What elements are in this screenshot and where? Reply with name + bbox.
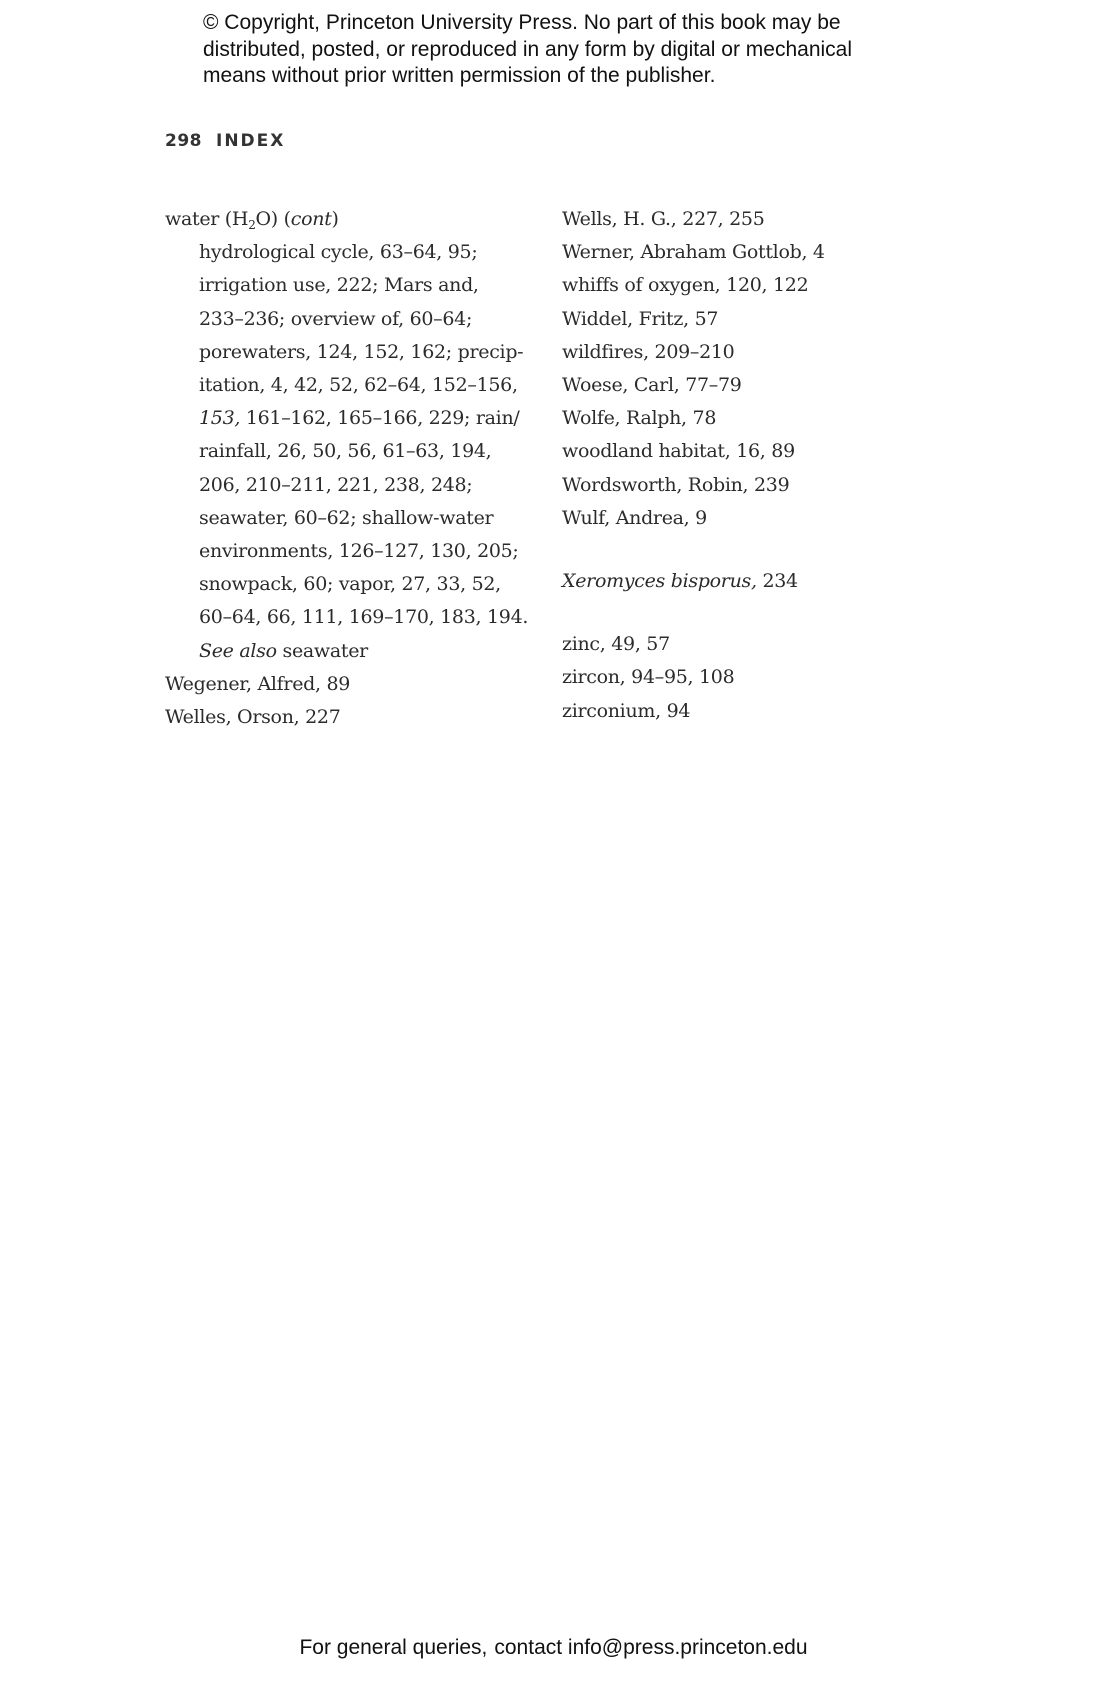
index-entry: Widdel, Fritz, 57 bbox=[562, 307, 719, 330]
subentry-line: 60–64, 66, 111, 169–170, 183, 194. bbox=[199, 606, 529, 629]
copyright-line: © Copyright, Princeton University Press. No part of this book may be bbox=[203, 11, 841, 34]
index-entry: Welles, Orson, 227 bbox=[165, 706, 341, 729]
index-entry: whiffs of oxygen, 120, 122 bbox=[562, 274, 809, 297]
index-entry: Wegener, Alfred, 89 bbox=[165, 672, 351, 695]
index-entry: zirconium, 94 bbox=[562, 699, 691, 722]
subentry-line: irrigation use, 222; Mars and, bbox=[199, 274, 479, 297]
section-title: INDEX bbox=[216, 131, 286, 151]
subentry-line: rainfall, 26, 50, 56, 61–63, 194, bbox=[199, 440, 492, 463]
subentry-line: hydrological cycle, 63–64, 95; bbox=[199, 241, 478, 264]
subentry-line: environments, 126–127, 130, 205; bbox=[199, 540, 519, 563]
index-entry: Wulf, Andrea, 9 bbox=[562, 506, 707, 529]
subentry-line: 233–236; overview of, 60–64; bbox=[199, 307, 473, 330]
subentry-line: seawater, 60–62; shallow-water bbox=[199, 506, 494, 529]
letter-group-gap bbox=[562, 535, 962, 565]
subentry-line: 153, 161–162, 165–166, 229; rain/ bbox=[199, 407, 520, 430]
page-number: 298 bbox=[165, 131, 202, 151]
index-entry: Woese, Carl, 77–79 bbox=[562, 374, 742, 397]
index-entry: zircon, 94–95, 108 bbox=[562, 666, 735, 689]
letter-group-gap bbox=[562, 598, 962, 628]
index-entry: wildfires, 209–210 bbox=[562, 340, 735, 363]
index-entry: woodland habitat, 16, 89 bbox=[562, 440, 795, 463]
footer-email: contact info@press.princeton.edu bbox=[494, 1636, 808, 1659]
index-entry: Wordsworth, Robin, 239 bbox=[562, 473, 790, 496]
copyright-notice bbox=[203, 10, 963, 90]
subentry-line: snowpack, 60; vapor, 27, 33, 52, bbox=[199, 573, 501, 596]
index-entry: Werner, Abraham Gottlob, 4 bbox=[562, 241, 825, 264]
index-entry: Wells, H. G., 227, 255 bbox=[562, 208, 765, 230]
see-also-reference: See also seawater bbox=[199, 639, 368, 662]
index-entry-water: water $(H_2O)$ (cont) bbox=[165, 208, 339, 232]
footer-contact bbox=[0, 1636, 1100, 1660]
index-entry: Wolfe, Ralph, 78 bbox=[562, 407, 717, 430]
index-entry-xeromyces: Xeromyces bisporus, 234 bbox=[562, 570, 798, 593]
index-column-left bbox=[165, 203, 535, 734]
footer-text: For general queries, bbox=[299, 1636, 488, 1659]
copyright-line: distributed, posted, or reproduced in any form by digital or mechanical bbox=[203, 37, 853, 61]
index-column-right bbox=[562, 203, 962, 728]
subentry-line: porewaters, 124, 152, 162; precip- bbox=[199, 340, 524, 363]
subentry-line: 206, 210–211, 221, 238, 248; bbox=[199, 473, 473, 496]
copyright-line: means without prior written permission of the publisher. bbox=[203, 64, 716, 87]
index-entry: zinc, 49, 57 bbox=[562, 633, 670, 656]
subentry-line: itation, 4, 42, 52, 62–64, 152–156, bbox=[199, 374, 518, 397]
running-head bbox=[165, 131, 285, 151]
